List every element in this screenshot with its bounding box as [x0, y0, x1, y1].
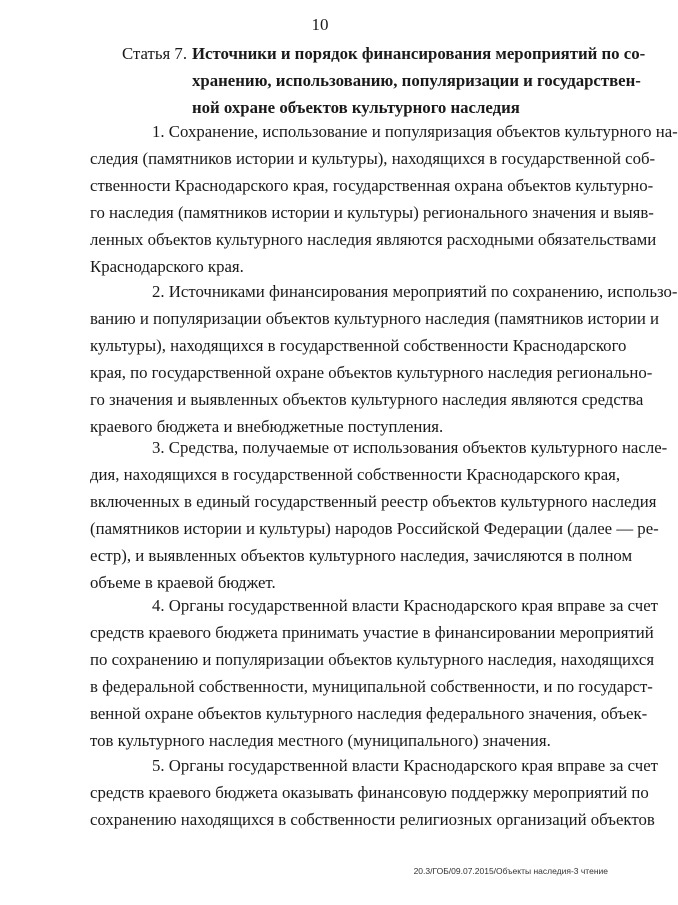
paragraph-line: го значения и выявленных объектов культурного наследия являются средства [90, 390, 644, 409]
paragraph-5 [90, 752, 659, 833]
paragraph-line: 5. Органы государственной власти Краснодарского края вправе за счет [152, 756, 659, 775]
article-number: Статья 7. [122, 44, 188, 63]
article-title-line: Источники и порядок финансирования мероприятий по со- [192, 44, 646, 63]
paragraph-line: по сохранению и популяризации объектов культурного наследия, находящихся [90, 650, 655, 669]
paragraph-line: культуры), находящихся в государственной собственности Краснодарского [90, 336, 627, 355]
paragraph-line: объеме в краевой бюджет. [90, 573, 276, 592]
paragraph-2 [90, 278, 678, 440]
paragraph-line: венной охране объектов культурного наследия федерального значения, объек- [90, 704, 648, 723]
paragraph-line: 2. Источниками финансирования мероприятий по сохранению, использо- [152, 282, 678, 301]
article-heading-line [122, 40, 646, 67]
paragraph-line: следия (памятников истории и культуры), находящихся в государственной соб- [90, 149, 656, 168]
paragraph-line: средств краевого бюджета принимать участие в финансировании мероприятий [90, 623, 654, 642]
paragraph-line: в федеральной собственности, муниципальной собственности, и по государст- [90, 677, 653, 696]
article-title-line: ной охране объектов культурного наследия [192, 98, 520, 117]
paragraph-line: средств краевого бюджета оказывать финансовую поддержку мероприятий по [90, 783, 649, 802]
paragraph-line: тов культурного наследия местного (муниципального) значения. [90, 731, 551, 750]
paragraph-line: ственности Краснодарского края, государственная охрана объектов культурно- [90, 176, 654, 195]
paragraph-line: краевого бюджета и внебюджетные поступления. [90, 417, 444, 436]
paragraph-4 [90, 592, 659, 754]
article-heading-line [122, 94, 602, 121]
article-heading [122, 40, 646, 121]
paragraph-line: включенных в единый государственный реестр объектов культурного наследия [90, 492, 657, 511]
article-title-line: хранению, использованию, популяризации и государствен- [192, 71, 641, 90]
paragraph-line: дия, находящихся в государственной собственности Краснодарского края, [90, 465, 621, 484]
paragraph-line: (памятников истории и культуры) народов Российской Федерации (далее — ре- [90, 519, 659, 538]
paragraph-line: 4. Органы государственной власти Краснодарского края вправе за счет [152, 596, 659, 615]
article-heading-line [122, 67, 641, 94]
paragraph-3 [90, 434, 668, 596]
footer-reference: 20.3/ГОБ/09.07.2015/Объекты наследия-3 чтение [413, 866, 608, 876]
paragraph-line: сохранению находящихся в собственности религиозных организаций объектов [90, 810, 655, 829]
paragraph-1 [90, 118, 678, 280]
paragraph-line: естр), и выявленных объектов культурного наследия, зачисляются в полном [90, 546, 633, 565]
paragraph-line: Краснодарского края. [90, 257, 244, 276]
paragraph-line: го наследия (памятников истории и культуры) регионального значения и выяв- [90, 203, 654, 222]
paragraph-line: ленных объектов культурного наследия являются расходными обязательствами [90, 230, 657, 249]
paragraph-line: ванию и популяризации объектов культурного наследия (памятников истории и [90, 309, 659, 328]
paragraph-line: 1. Сохранение, использование и популяризация объектов культурного на- [152, 122, 678, 141]
page-number: 10 [311, 15, 329, 34]
paragraph-line: края, по государственной охране объектов культурного наследия регионально- [90, 363, 653, 382]
paragraph-line: 3. Средства, получаемые от использования объектов культурного насле- [152, 438, 668, 457]
